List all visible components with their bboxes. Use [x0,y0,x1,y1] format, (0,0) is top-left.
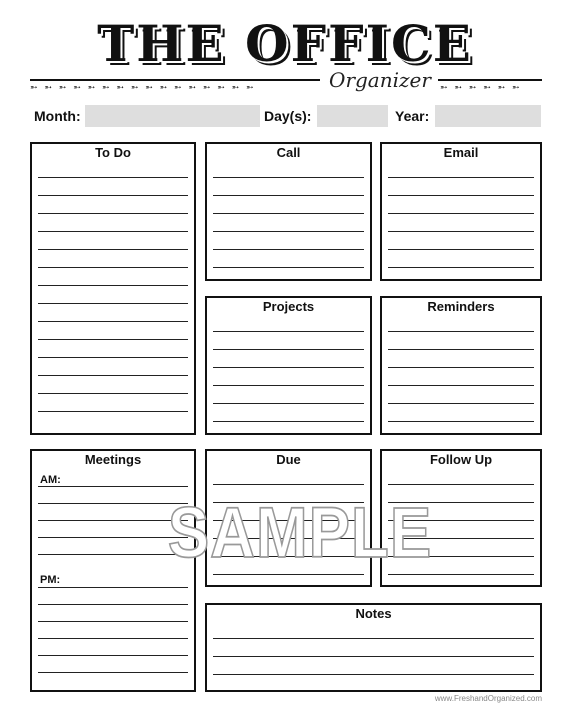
writing-line [213,638,534,656]
month-field[interactable] [85,105,260,127]
writing-line [213,656,534,674]
projects-lines [213,331,364,439]
projects-title: Projects [262,299,315,314]
writing-line [213,213,364,231]
email-title: Email [443,145,479,160]
writing-line [213,349,364,367]
todo-box [30,142,196,435]
writing-line [38,621,188,638]
call-title: Call [276,145,301,160]
writing-line [38,267,188,285]
writing-line [38,672,188,689]
writing-line [388,195,534,213]
email-box [380,142,542,281]
writing-line [38,375,188,393]
follow-up-title: Follow Up [429,452,493,467]
writing-line [388,574,534,592]
arrow-divider-right: ➵ ➵ ➵ ➵ ➵ ➵ [440,83,522,93]
writing-line [388,367,534,385]
reminders-lines [388,331,534,439]
todo-title: To Do [95,145,131,160]
writing-line [388,331,534,349]
year-field[interactable] [435,105,541,127]
writing-line [388,403,534,421]
writing-line [38,195,188,213]
writing-line [388,385,534,403]
writing-line [38,303,188,321]
todo-lines [38,177,188,429]
writing-line [388,349,534,367]
writing-line [38,177,188,195]
header-rule-left [30,79,320,81]
writing-line [38,587,188,604]
page-subtitle: Organizer [329,68,431,92]
writing-line [213,674,534,692]
email-lines [388,177,534,285]
notes-title: Notes [355,606,392,621]
writing-line [213,231,364,249]
writing-line [38,285,188,303]
writing-line [213,421,364,439]
writing-line [213,267,364,285]
pm-label: PM: [40,574,61,586]
notes-lines [213,638,534,692]
days-field[interactable] [317,105,388,127]
writing-line [213,574,364,592]
days-label: Day(s): [264,108,312,124]
writing-line [388,213,534,231]
page-title: THE OFFICE [97,14,473,73]
arrow-divider-left: ➵ ➵ ➵ ➵ ➵ ➵ ➵ ➵ ➵ ➵ ➵ ➵ ➵ ➵ ➵ ➵ [30,83,256,93]
writing-line [38,249,188,267]
meetings-title: Meetings [84,452,142,467]
writing-line [388,421,534,439]
reminders-title: Reminders [427,299,495,314]
footer-url: www.FreshandOrganized.com [434,694,542,703]
writing-line [38,638,188,655]
writing-line [38,604,188,621]
writing-line [213,403,364,421]
writing-line [388,231,534,249]
am-label: AM: [40,474,61,486]
call-lines [213,177,364,285]
writing-line [38,339,188,357]
due-title: Due [276,452,301,467]
writing-line [213,177,364,195]
writing-line [38,213,188,231]
writing-line [213,367,364,385]
writing-line [38,231,188,249]
call-box [205,142,372,281]
writing-line [213,249,364,267]
month-label: Month: [34,108,81,124]
writing-line [38,321,188,339]
year-label: Year: [395,108,430,124]
pm-lines [38,587,188,689]
writing-line [213,195,364,213]
sample-watermark: SAMPLE [167,493,433,574]
header-rule-right [438,79,542,81]
notes-box [205,603,542,692]
writing-line [213,331,364,349]
writing-line [38,393,188,411]
writing-line [388,249,534,267]
writing-line [38,655,188,672]
writing-line [213,385,364,403]
projects-box [205,296,372,435]
writing-line [388,267,534,285]
writing-line [388,177,534,195]
writing-line [38,411,188,429]
writing-line [38,357,188,375]
reminders-box [380,296,542,435]
